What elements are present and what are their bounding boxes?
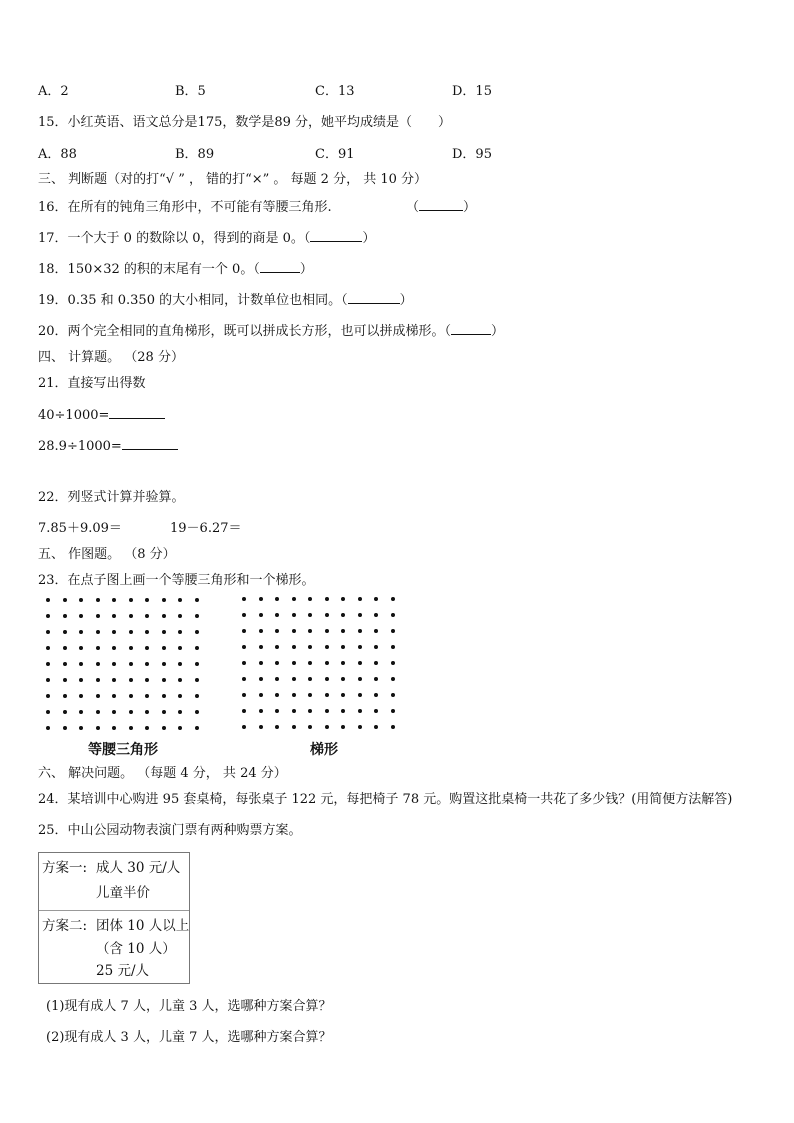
grid-dot xyxy=(341,597,345,601)
plan1-label: 方案一: xyxy=(42,860,88,876)
grid-dot xyxy=(275,725,279,729)
section5-heading: 五、 作图题。 （8 分） xyxy=(38,547,176,562)
grid-dot xyxy=(96,598,100,602)
grid-dot xyxy=(259,613,263,617)
grid-dot xyxy=(195,710,199,714)
grid-dot xyxy=(374,613,378,617)
grid-dot xyxy=(374,709,378,713)
grid-dot xyxy=(341,613,345,617)
grid-dot xyxy=(292,677,296,681)
grid-dot xyxy=(391,725,395,729)
grid-dot xyxy=(275,693,279,697)
grid-dot xyxy=(162,598,166,602)
grid-dot xyxy=(195,598,199,602)
grid-dot xyxy=(341,645,345,649)
q22-expr1: 7.85＋9.09＝ xyxy=(38,521,122,536)
grid-dot xyxy=(96,630,100,634)
q21-answer1-blank[interactable] xyxy=(109,406,165,419)
grid-dot xyxy=(178,662,182,666)
plan2-inclusive-note: （含 10 人） xyxy=(96,941,176,957)
grid-dot xyxy=(112,598,116,602)
grid-dot xyxy=(178,726,182,730)
grid-dot xyxy=(358,661,362,665)
grid-dot xyxy=(162,710,166,714)
grid-dot xyxy=(195,694,199,698)
grid-dot xyxy=(46,694,50,698)
grid-dot xyxy=(358,597,362,601)
grid-dot xyxy=(292,725,296,729)
q17-text: 17．一个大于 0 的数除以 0，得到的商是 0。（ ） xyxy=(38,231,376,246)
grid-dot xyxy=(46,726,50,730)
grid-dot xyxy=(259,661,263,665)
section4-heading: 四、 计算题。 （28 分） xyxy=(38,350,184,365)
grid-dot xyxy=(259,725,263,729)
grid-dot xyxy=(79,614,83,618)
grid-dot xyxy=(112,646,116,650)
grid-dot xyxy=(374,645,378,649)
ticket-plan-table xyxy=(38,852,190,984)
grid-dot xyxy=(341,693,345,697)
grid-dot xyxy=(308,645,312,649)
grid-dot xyxy=(195,614,199,618)
grid-dot xyxy=(195,646,199,650)
grid-dot xyxy=(275,709,279,713)
grid-dot xyxy=(63,646,67,650)
grid-dot xyxy=(79,662,83,666)
grid-dot xyxy=(308,597,312,601)
grid-dot xyxy=(129,662,133,666)
grid-dot xyxy=(145,694,149,698)
grid-dot xyxy=(162,662,166,666)
grid-dot xyxy=(178,598,182,602)
grid-dot xyxy=(358,693,362,697)
grid-dot xyxy=(145,630,149,634)
grid-dot xyxy=(178,630,182,634)
grid-dot xyxy=(129,630,133,634)
grid-dot xyxy=(292,645,296,649)
grid-dot xyxy=(63,694,67,698)
grid-dot xyxy=(358,629,362,633)
grid-dot xyxy=(325,629,329,633)
grid-dot xyxy=(259,677,263,681)
q21-expr2: 28.9÷1000= xyxy=(38,437,178,456)
grid-dot xyxy=(63,678,67,682)
grid-dot xyxy=(79,646,83,650)
q21-answer2-blank[interactable] xyxy=(122,437,178,450)
grid-dot xyxy=(79,726,83,730)
grid-dot xyxy=(96,726,100,730)
grid-dot xyxy=(162,678,166,682)
grid-dot xyxy=(325,613,329,617)
grid-dot xyxy=(195,726,199,730)
grid-dot xyxy=(112,678,116,682)
grid-dot xyxy=(358,613,362,617)
grid-dot xyxy=(242,661,246,665)
q25-sub2: (2)现有成人 3 人，儿童 7 人，选哪种方案合算？ xyxy=(46,1030,332,1045)
grid-dot xyxy=(259,597,263,601)
grid-dot xyxy=(195,630,199,634)
grid-dot xyxy=(308,693,312,697)
grid-dot xyxy=(96,646,100,650)
grid-dot xyxy=(145,646,149,650)
grid-dot xyxy=(129,678,133,682)
grid-dot xyxy=(129,694,133,698)
grid-dot xyxy=(374,597,378,601)
isosceles-triangle-label: 等腰三角形 xyxy=(88,742,158,758)
grid-dot xyxy=(162,726,166,730)
q15-option-d: D．95 xyxy=(452,147,492,162)
grid-dot xyxy=(275,613,279,617)
plan2-label: 方案二: xyxy=(42,918,88,934)
grid-dot xyxy=(259,645,263,649)
grid-dot xyxy=(391,645,395,649)
grid-dot xyxy=(374,693,378,697)
grid-dot xyxy=(391,693,395,697)
grid-dot xyxy=(325,725,329,729)
grid-dot xyxy=(129,614,133,618)
grid-dot xyxy=(112,710,116,714)
grid-dot xyxy=(112,726,116,730)
grid-dot xyxy=(308,613,312,617)
grid-dot xyxy=(374,629,378,633)
q22-title: 22．列竖式计算并验算。 xyxy=(38,490,185,505)
q23-title: 23．在点子图上画一个等腰三角形和一个梯形。 xyxy=(38,573,315,588)
grid-dot xyxy=(242,709,246,713)
grid-dot xyxy=(129,646,133,650)
q21-expr1: 40÷1000= xyxy=(38,406,165,425)
grid-dot xyxy=(358,709,362,713)
grid-dot xyxy=(308,709,312,713)
grid-dot xyxy=(275,645,279,649)
grid-dot xyxy=(112,694,116,698)
grid-dot xyxy=(292,661,296,665)
grid-dot xyxy=(79,710,83,714)
grid-dot xyxy=(275,661,279,665)
q14-option-b: B．5 xyxy=(175,84,206,99)
grid-dot xyxy=(259,709,263,713)
q22-expr2: 19－6.27＝ xyxy=(170,521,242,536)
grid-dot xyxy=(195,678,199,682)
grid-dot xyxy=(275,677,279,681)
grid-dot xyxy=(46,614,50,618)
grid-dot xyxy=(308,677,312,681)
plan2-price: 25 元/人 xyxy=(96,963,150,979)
grid-dot xyxy=(178,614,182,618)
grid-dot xyxy=(259,693,263,697)
q14-option-d: D．15 xyxy=(452,84,492,99)
grid-dot xyxy=(242,677,246,681)
plan1-child-price: 儿童半价 xyxy=(96,885,150,901)
q20-answer-blank[interactable] xyxy=(451,322,491,335)
q15-stem: 15．小红英语、语文总分是175，数学是89 分，她平均成绩是（ ） xyxy=(38,115,452,130)
q15-option-b: B．89 xyxy=(175,147,215,162)
q14-option-a: A．2 xyxy=(38,84,69,99)
grid-dot xyxy=(112,614,116,618)
grid-dot xyxy=(325,597,329,601)
grid-dot xyxy=(129,710,133,714)
grid-dot xyxy=(292,629,296,633)
grid-dot xyxy=(46,678,50,682)
grid-dot xyxy=(63,726,67,730)
grid-dot xyxy=(96,710,100,714)
grid-dot xyxy=(292,709,296,713)
q14-option-c: C．13 xyxy=(315,84,355,99)
grid-dot xyxy=(79,630,83,634)
grid-dot xyxy=(292,613,296,617)
grid-dot xyxy=(162,614,166,618)
grid-dot xyxy=(96,662,100,666)
grid-dot xyxy=(112,662,116,666)
grid-dot xyxy=(341,725,345,729)
grid-dot xyxy=(391,661,395,665)
q16-statement: 16．在所有的钝角三角形中，不可能有等腰三角形. xyxy=(38,200,332,215)
grid-dot xyxy=(79,678,83,682)
grid-dot xyxy=(341,661,345,665)
q16-text: 16．在所有的钝角三角形中，不可能有等腰三角形. （ ） xyxy=(38,200,476,215)
grid-dot xyxy=(308,629,312,633)
grid-dot xyxy=(145,614,149,618)
section6-heading: 六、 解决问题。 （每题 4 分， 共 24 分） xyxy=(38,766,287,781)
grid-dot xyxy=(325,677,329,681)
grid-dot xyxy=(46,646,50,650)
grid-dot xyxy=(308,725,312,729)
grid-dot xyxy=(259,629,263,633)
grid-dot xyxy=(374,661,378,665)
grid-dot xyxy=(145,598,149,602)
q19-answer-blank[interactable] xyxy=(348,291,400,304)
grid-dot xyxy=(242,597,246,601)
q17-answer-blank[interactable] xyxy=(310,229,362,242)
q15-option-a: A．88 xyxy=(38,147,77,162)
grid-dot xyxy=(162,646,166,650)
grid-dot xyxy=(96,614,100,618)
grid-dot xyxy=(391,613,395,617)
grid-dot xyxy=(341,709,345,713)
grid-dot xyxy=(325,661,329,665)
grid-dot xyxy=(129,726,133,730)
grid-dot xyxy=(63,630,67,634)
grid-dot xyxy=(341,677,345,681)
grid-dot xyxy=(275,629,279,633)
dot-grid-left[interactable] xyxy=(46,598,206,728)
grid-dot xyxy=(112,630,116,634)
grid-dot xyxy=(242,725,246,729)
dot-grid-right[interactable] xyxy=(242,597,402,727)
grid-dot xyxy=(292,597,296,601)
grid-dot xyxy=(63,710,67,714)
grid-dot xyxy=(79,598,83,602)
grid-dot xyxy=(242,629,246,633)
grid-dot xyxy=(145,662,149,666)
grid-dot xyxy=(292,693,296,697)
grid-dot xyxy=(325,645,329,649)
grid-dot xyxy=(178,710,182,714)
plan-divider xyxy=(39,910,189,911)
grid-dot xyxy=(358,645,362,649)
grid-dot xyxy=(374,725,378,729)
grid-dot xyxy=(63,662,67,666)
grid-dot xyxy=(145,726,149,730)
grid-dot xyxy=(46,662,50,666)
grid-dot xyxy=(46,598,50,602)
q20-text: 20．两个完全相同的直角梯形，既可以拼成长方形，也可以拼成梯形。（ ） xyxy=(38,324,505,339)
grid-dot xyxy=(145,678,149,682)
q25-title: 25．中山公园动物表演门票有两种购票方案。 xyxy=(38,823,302,838)
grid-dot xyxy=(195,662,199,666)
q21-title: 21．直接写出得数 xyxy=(38,376,146,391)
grid-dot xyxy=(391,629,395,633)
grid-dot xyxy=(358,725,362,729)
q15-option-c: C．91 xyxy=(315,147,355,162)
grid-dot xyxy=(178,694,182,698)
q19-text: 19．0.35 和 0.350 的大小相同，计数单位也相同。（ ） xyxy=(38,293,413,308)
grid-dot xyxy=(96,678,100,682)
trapezoid-label: 梯形 xyxy=(310,742,338,758)
grid-dot xyxy=(391,597,395,601)
plan2-group-condition: 团体 10 人以上 xyxy=(96,918,190,934)
q24-text: 24．某培训中心购进 95 套桌椅，每张桌子 122 元，每把椅子 78 元。购置这批桌椅一共花了多少钱？(用简便方法解答) xyxy=(38,792,733,807)
grid-dot xyxy=(242,693,246,697)
grid-dot xyxy=(145,710,149,714)
grid-dot xyxy=(275,597,279,601)
grid-dot xyxy=(242,613,246,617)
grid-dot xyxy=(308,661,312,665)
grid-dot xyxy=(96,694,100,698)
grid-dot xyxy=(46,710,50,714)
q16-answer-blank[interactable] xyxy=(419,198,463,211)
plan1-adult-price: 成人 30 元/人 xyxy=(96,860,181,876)
grid-dot xyxy=(129,598,133,602)
grid-dot xyxy=(79,694,83,698)
grid-dot xyxy=(325,693,329,697)
grid-dot xyxy=(178,646,182,650)
grid-dot xyxy=(242,645,246,649)
grid-dot xyxy=(178,678,182,682)
grid-dot xyxy=(391,677,395,681)
grid-dot xyxy=(374,677,378,681)
q18-text: 18．150×32 的积的末尾有一个 0。（ ） xyxy=(38,262,313,277)
grid-dot xyxy=(63,598,67,602)
grid-dot xyxy=(162,694,166,698)
grid-dot xyxy=(358,677,362,681)
grid-dot xyxy=(63,614,67,618)
grid-dot xyxy=(46,630,50,634)
grid-dot xyxy=(341,629,345,633)
grid-dot xyxy=(325,709,329,713)
q25-sub1: (1)现有成人 7 人，儿童 3 人，选哪种方案合算？ xyxy=(46,999,332,1014)
grid-dot xyxy=(391,709,395,713)
grid-dot xyxy=(162,630,166,634)
q18-answer-blank[interactable] xyxy=(260,260,300,273)
section3-heading: 三、 判断题（对的打“√ ” ， 错的打“×” 。 每题 2 分， 共 10 分） xyxy=(38,172,428,187)
